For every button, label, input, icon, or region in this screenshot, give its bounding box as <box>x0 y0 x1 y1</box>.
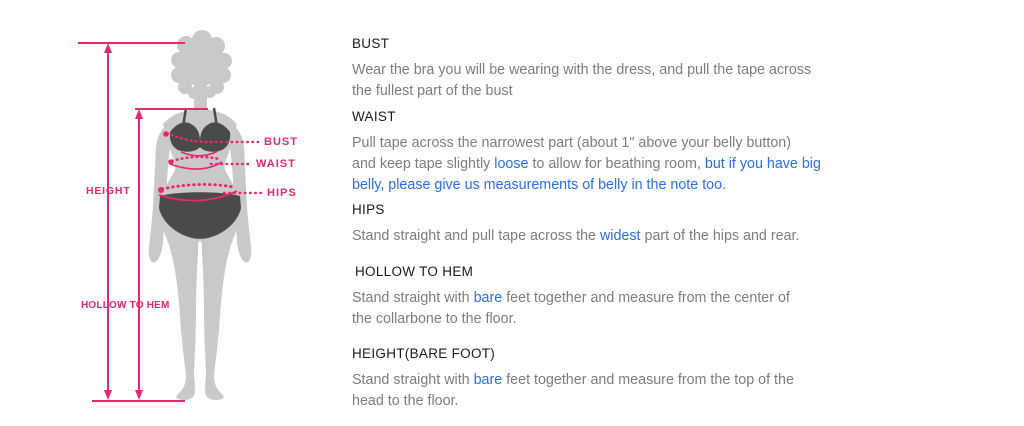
section-hips <box>352 202 872 247</box>
section-text-line <box>352 154 872 175</box>
text-segment: Stand straight with <box>352 372 474 388</box>
height-label: HEIGHT <box>86 185 131 197</box>
text-segment: feet together and measure from the center of <box>502 290 790 306</box>
section-text-line <box>352 133 872 154</box>
bust-label: BUST <box>264 136 298 148</box>
highlighted-text: bare <box>473 290 503 306</box>
section-text-line <box>352 370 872 391</box>
section-heading: HIPS <box>352 202 385 217</box>
hips-label: HIPS <box>267 187 297 199</box>
section-text-line <box>352 226 872 247</box>
highlighted-text: widest <box>599 228 641 244</box>
text-segment: Pull tape across the narrowest part (about 1" above your belly button) <box>352 135 791 151</box>
section-text-line <box>352 391 872 412</box>
section-hollow-to-hem <box>352 264 872 330</box>
section-waist <box>352 109 872 195</box>
section-text-line <box>352 60 872 81</box>
highlighted-text: belly, please give us measurements of belly in the note too. <box>352 176 727 193</box>
section-text-line <box>352 288 872 309</box>
text-segment: to allow for beathing room, <box>528 155 701 172</box>
section-heading: HOLLOW TO HEM <box>355 264 474 279</box>
highlighted-text: bare <box>473 372 503 388</box>
text-segment: Stand straight with <box>352 290 474 306</box>
section-heading: HEIGHT(BARE FOOT) <box>352 346 496 361</box>
text-segment: Stand straight and pull tape across the <box>352 228 600 244</box>
text-segment: and keep tape slightly <box>352 155 495 172</box>
section-text-line <box>352 81 872 102</box>
hollow-to-hem-label: HOLLOW TO HEM <box>81 300 170 311</box>
section-text-line <box>352 175 872 196</box>
section-bust <box>352 36 872 102</box>
highlighted-text: but if you have big <box>700 155 821 172</box>
text-segment: head to the floor. <box>352 392 459 409</box>
section-heading: BUST <box>352 36 390 51</box>
text-segment: part of the hips and rear. <box>640 228 800 244</box>
section-heading: WAIST <box>352 109 396 124</box>
waist-label: WAIST <box>256 158 296 170</box>
text-segment: Wear the bra you will be wearing with the dress, and pull the tape across <box>352 62 812 78</box>
text-segment: the fullest part of the bust <box>352 82 513 99</box>
text-segment: feet together and measure from the top of the <box>502 372 794 388</box>
section-height-bare-foot <box>352 346 872 412</box>
highlighted-text: loose <box>494 155 529 172</box>
section-text-line <box>352 309 872 330</box>
text-segment: the collarbone to the floor. <box>352 310 517 327</box>
